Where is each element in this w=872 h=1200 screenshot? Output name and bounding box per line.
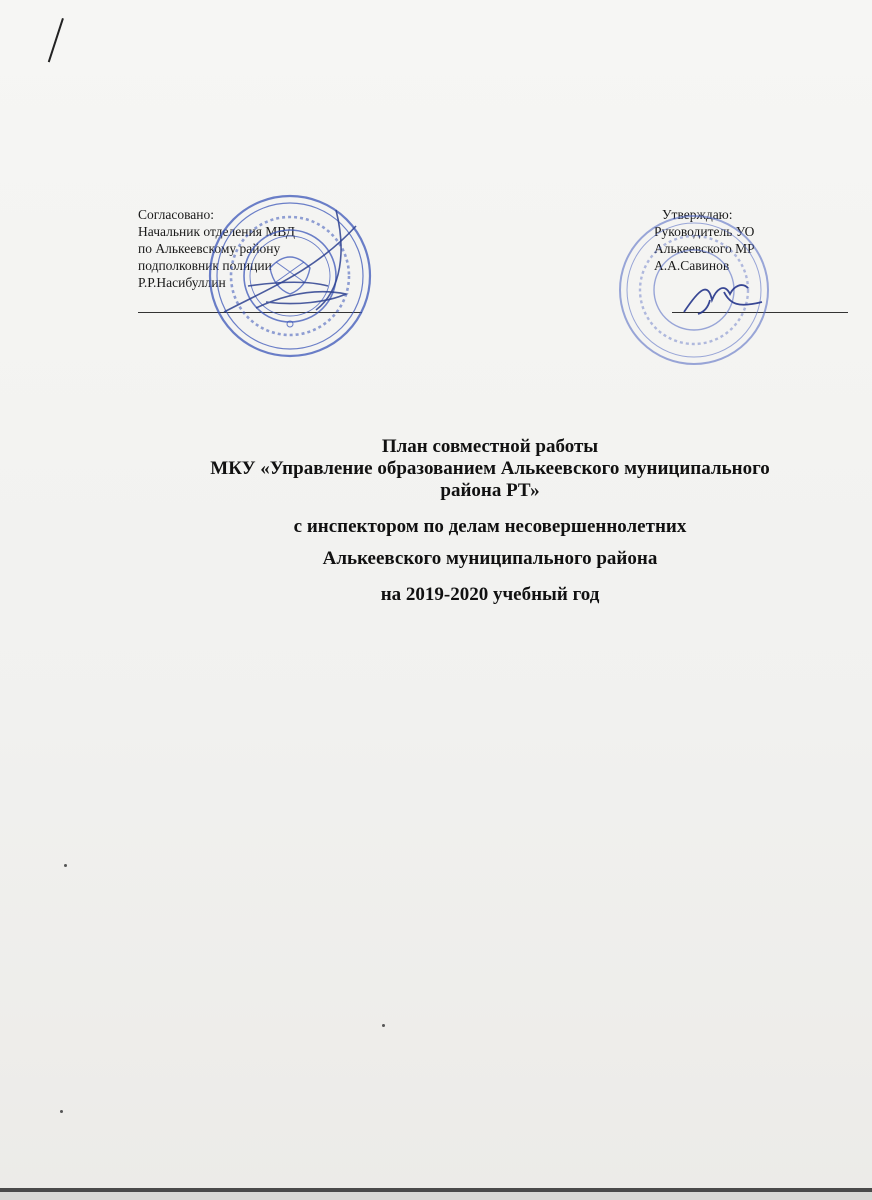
approval-right-district: Алькеевского МР bbox=[654, 241, 755, 256]
approval-left-district: по Алькеевскому району bbox=[138, 241, 281, 256]
approval-right-heading: Утверждаю: bbox=[662, 207, 733, 222]
approval-left-rank: подполковник полиции bbox=[138, 258, 272, 273]
scan-mark bbox=[48, 18, 64, 62]
title-district: Алькеевского муниципального района bbox=[322, 548, 658, 569]
title-inspector: с инспектором по делам несовершеннолетних bbox=[293, 516, 687, 537]
approval-left-heading: Согласовано: bbox=[138, 207, 214, 222]
approval-left-block bbox=[138, 206, 295, 291]
approval-right-block bbox=[654, 206, 755, 274]
scan-speck bbox=[382, 1024, 385, 1027]
approval-right-position: Руководитель УО bbox=[654, 224, 755, 239]
scan-speck bbox=[64, 864, 67, 867]
title-organization-cont: района РТ» bbox=[440, 480, 540, 501]
signature-line-right bbox=[672, 312, 848, 313]
title-academic-year: на 2019-2020 учебный год bbox=[380, 584, 600, 605]
scan-speck bbox=[60, 1110, 63, 1113]
approval-left-position: Начальник отделения МВД bbox=[138, 224, 295, 239]
title-plan: План совместной работы bbox=[381, 436, 599, 457]
page-bottom-edge bbox=[0, 1192, 872, 1200]
scanner-edge-line bbox=[0, 1188, 872, 1192]
document-title-block bbox=[110, 436, 870, 606]
approval-left-name: Р.Р.Насибуллин bbox=[138, 275, 226, 290]
approval-right-name: А.А.Савинов bbox=[654, 258, 730, 273]
signature-line-left bbox=[138, 312, 362, 313]
title-organization: МКУ «Управление образованием Алькеевского муниципального bbox=[210, 458, 770, 479]
